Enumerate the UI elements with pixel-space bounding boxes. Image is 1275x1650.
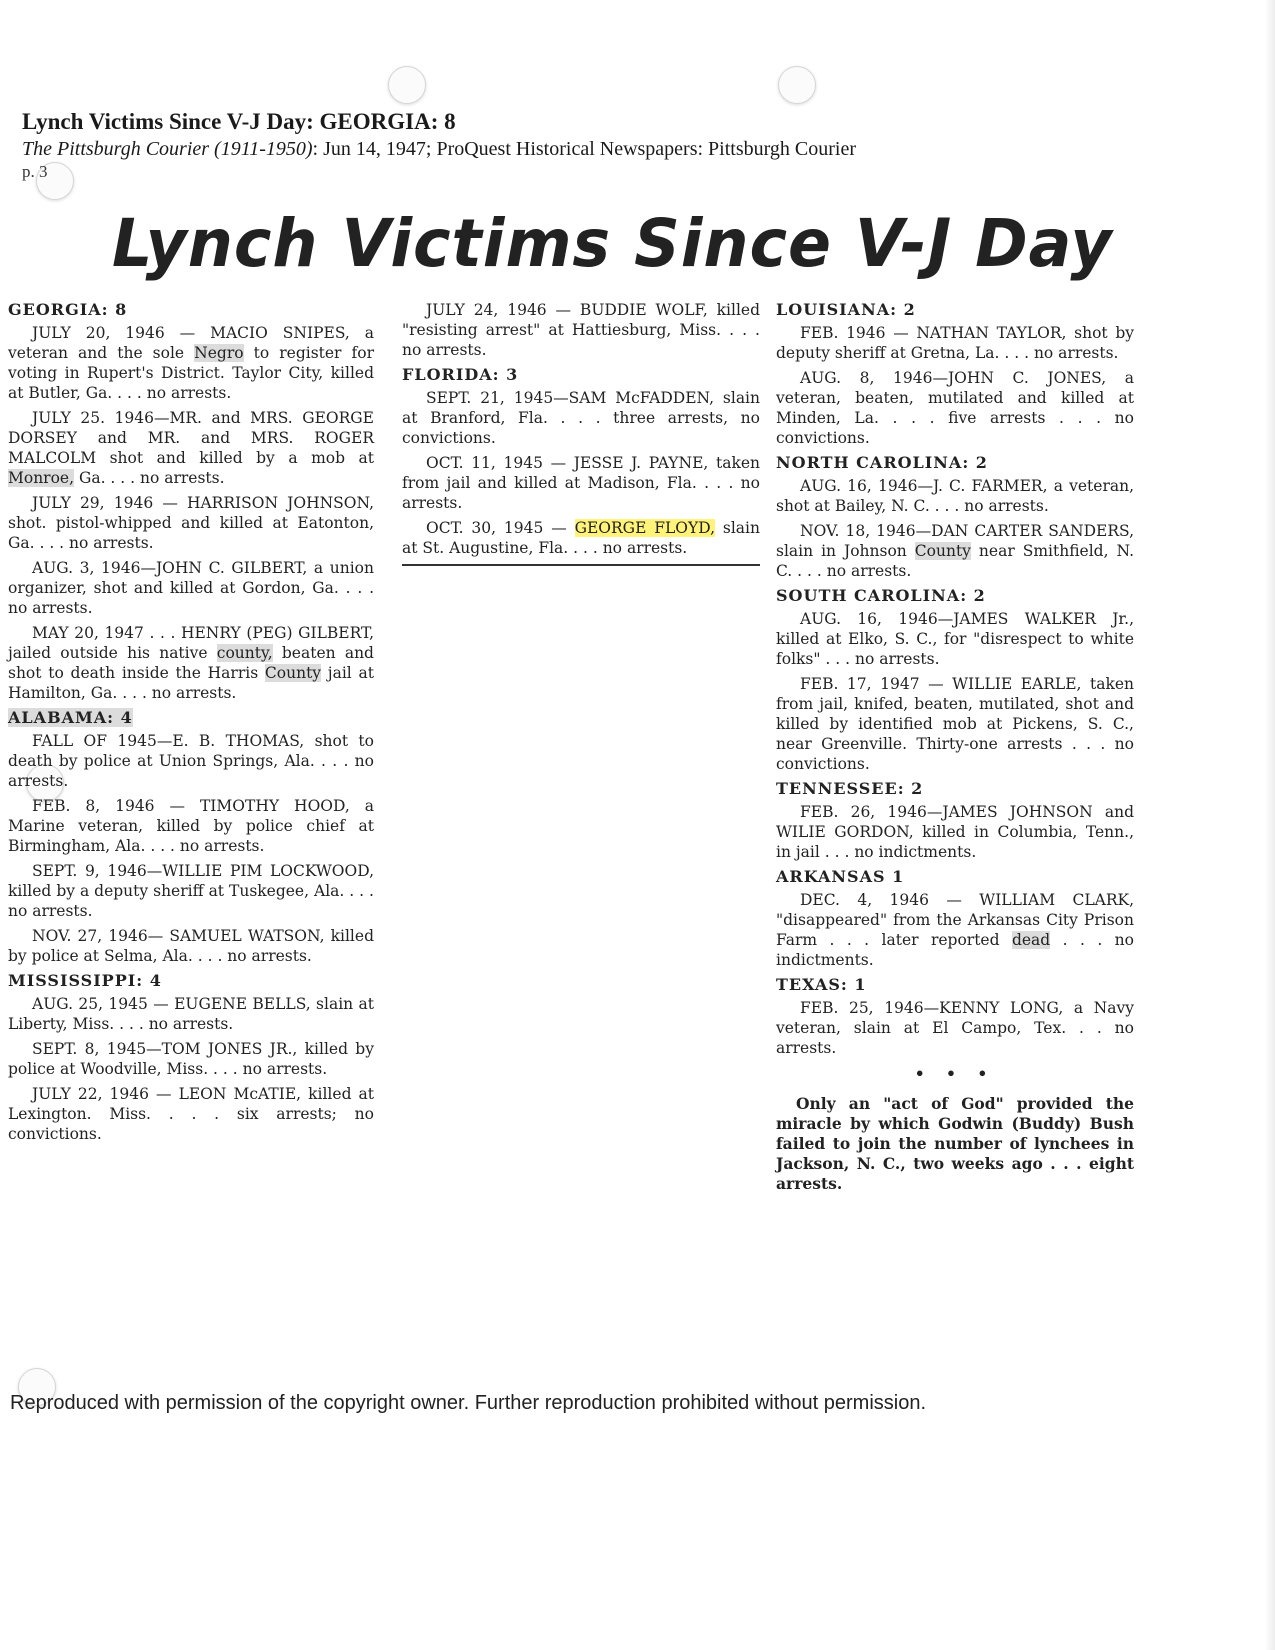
state-heading (8, 708, 374, 728)
victim-entry (8, 408, 374, 488)
article-title: Lynch Victims Since V-J Day: GEORGIA: 8 (22, 109, 456, 134)
punch-hole (388, 66, 426, 104)
victim-entry: FEB. 17, 1947 — WILLIE EARLE, taken from jail, knifed, beaten, mutilated, shot and killed by identified mob at Pickens, S. C., near Greenville. Thirty-one arrests . . . no convictions. (776, 675, 1134, 773)
punch-hole (778, 66, 816, 104)
copyright-footer: Reproduced with permission of the copyright owner. Further reproduction prohibited without permission. (10, 1392, 927, 1414)
section-georgia (8, 300, 374, 703)
victim-entry: OCT. 11, 1945 — JESSE J. PAYNE, taken from jail and killed at Madison, Fla. . . . no arrests. (402, 454, 760, 512)
entry-text: Ga. . . . no arrests. (74, 469, 225, 487)
column-2 (402, 300, 760, 566)
victim-entry: FEB. 1946 — NATHAN TAYLOR, shot by deputy sheriff at Gretna, La. . . . no arrests. (776, 324, 1134, 362)
victim-entry: AUG. 3, 1946—JOHN C. GILBERT, a union organizer, shot and killed at Gordon, Ga. . . . no arrests. (8, 559, 374, 617)
highlighted-term: county, (216, 644, 273, 662)
source-details: : Jun 14, 1947; ProQuest Historical Newspapers: Pittsburgh Courier (312, 138, 857, 160)
victim-entry: JULY 24, 1946 — BUDDIE WOLF, killed "resisting arrest" at Hattiesburg, Miss. . . . no arrests. (402, 301, 760, 359)
entry-text: jail at Hamilton, Ga. . . . no arrests. (8, 664, 374, 702)
entry-text: JULY 25. 1946—MR. and MRS. GEORGE DORSEY and MR. and MRS. ROGER MALCOLM shot and killed by a mob at (8, 409, 374, 467)
victim-entry: NOV. 27, 1946— SAMUEL WATSON, killed by police at Selma, Ala. . . . no arrests. (8, 927, 374, 965)
highlighted-term: Negro (194, 344, 244, 362)
entry-text: to register for voting in Rupert's District. Taylor City, killed at Butler, Ga. . . . no arrests. (8, 344, 375, 402)
section-tennessee (776, 779, 1134, 862)
column-1 (8, 300, 374, 1149)
publication-name: The Pittsburgh Courier (1911-1950) (22, 138, 313, 160)
section-north-carolina (776, 453, 1134, 581)
victim-entry: FEB. 26, 1946—JAMES JOHNSON and WILIE GORDON, killed in Columbia, Tenn., in jail . . . no indictments. (776, 803, 1134, 861)
state-heading: TEXAS: 1 (776, 975, 867, 994)
victim-entry: FALL OF 1945—E. B. THOMAS, shot to death by police at Union Springs, Ala. . . . no arrests. (8, 732, 374, 790)
entry-text: NOV. 18, 1946—DAN CARTER SANDERS, slain in Johnson (776, 522, 1134, 560)
victim-entry (8, 623, 374, 703)
state-heading: ARKANSAS 1 (776, 867, 905, 886)
section-mississippi (8, 971, 374, 1144)
highlighted-term: ALABAMA: 4 (8, 708, 133, 727)
entry-text: OCT. 30, 1945 — (426, 519, 575, 537)
victim-entry: SEPT. 21, 1945—SAM McFADDEN, slain at Branford, Fla. . . . three arrests, no convictions. (402, 389, 760, 447)
column-end-rule (402, 564, 760, 566)
citation-header (22, 108, 1222, 182)
victim-entry: AUG. 16, 1946—JAMES WALKER Jr., killed at Elko, S. C., for "disrespect to white folks" . . . no arrests. (776, 610, 1134, 668)
highlighted-term: Monroe, (8, 469, 75, 487)
state-heading: LOUISIANA: 2 (776, 300, 916, 319)
victim-entry: JULY 29, 1946 — HARRISON JOHNSON, shot. pistol-whipped and killed at Eatonton, Ga. . . . no arrests. (8, 494, 374, 552)
state-heading: FLORIDA: 3 (402, 365, 519, 384)
victim-entry: AUG. 8, 1946—JOHN C. JONES, a veteran, beaten, mutilated and killed at Minden, La. . . . five arrests . . . no convictions. (776, 369, 1134, 447)
column-3 (776, 300, 1134, 1194)
section-mississippi-continued (402, 300, 760, 360)
victim-entry: SEPT. 9, 1946—WILLIE PIM LOCKWOOD, killed by a deputy sheriff at Tuskegee, Ala. . . . no arrests. (8, 862, 374, 920)
victim-entry: AUG. 25, 1945 — EUGENE BELLS, slain at Liberty, Miss. . . . no arrests. (8, 995, 374, 1033)
section-south-carolina (776, 586, 1134, 774)
section-florida (402, 365, 760, 558)
source-line (22, 136, 1222, 162)
section-texas (776, 975, 1134, 1058)
victim-entry: AUG. 16, 1946—J. C. FARMER, a veteran, shot at Bailey, N. C. . . . no arrests. (776, 477, 1134, 515)
victim-entry: SEPT. 8, 1945—TOM JONES JR., killed by police at Woodville, Miss. . . . no arrests. (8, 1040, 374, 1078)
section-arkansas (776, 867, 1134, 970)
entry-text: beaten and shot to death inside the Harris (8, 644, 374, 682)
state-heading: NORTH CAROLINA: 2 (776, 453, 988, 472)
entry-text: MAY 20, 1947 . . . HENRY (PEG) GILBERT, jailed outside his native (8, 624, 374, 662)
page-number: p. 3 (22, 162, 48, 181)
scan-edge-shadow (1265, 0, 1275, 1650)
section-louisiana (776, 300, 1134, 448)
state-heading: SOUTH CAROLINA: 2 (776, 586, 986, 605)
highlighted-term: County (914, 542, 971, 560)
victim-entry: FEB. 25, 1946—KENNY LONG, a Navy veteran, slain at El Campo, Tex. . . no arrests. (776, 999, 1134, 1057)
entry-text: . . . no indictments. (776, 931, 1134, 969)
entry-text: slain at St. Augustine, Fla. . . . no arrests. (402, 519, 760, 557)
victim-entry (776, 521, 1134, 581)
newspaper-headline: Lynch Victims Since V-J Day (112, 205, 1113, 282)
state-heading: GEORGIA: 8 (8, 300, 128, 319)
victim-entry: JULY 22, 1946 — LEON McATIE, killed at Lexington. Miss. . . . six arrests; no convictions. (8, 1085, 374, 1143)
entry-text: DEC. 4, 1946 — WILLIAM CLARK, "disappeared" from the Arkansas City Prison Farm . . . later reported (776, 891, 1134, 949)
victim-entry: FEB. 8, 1946 — TIMOTHY HOOD, a Marine veteran, killed by police chief at Birmingham, Ala. . . . no arrests. (8, 797, 374, 855)
entry-text: JULY 20, 1946 — MACIO SNIPES, a veteran and the sole (8, 324, 374, 362)
bullet-separator: • • • (914, 1064, 996, 1083)
section-alabama (8, 708, 374, 966)
state-heading: MISSISSIPPI: 4 (8, 971, 162, 990)
yellow-highlight: GEORGE FLOYD, (574, 519, 716, 537)
victim-entry (776, 890, 1134, 970)
closing-note: Only an "act of God" provided the miracle by which Godwin (Buddy) Bush failed to join the number of lynchees in Jackson, N. C., two weeks ago . . . eight arrests. (776, 1094, 1134, 1193)
state-heading: TENNESSEE: 2 (776, 779, 924, 798)
highlighted-term: County (264, 664, 322, 682)
victim-entry (8, 323, 374, 403)
entry-text: near Smithfield, N. C. . . . no arrests. (776, 542, 1135, 580)
highlighted-term: dead (1011, 931, 1051, 949)
victim-entry (402, 518, 760, 558)
